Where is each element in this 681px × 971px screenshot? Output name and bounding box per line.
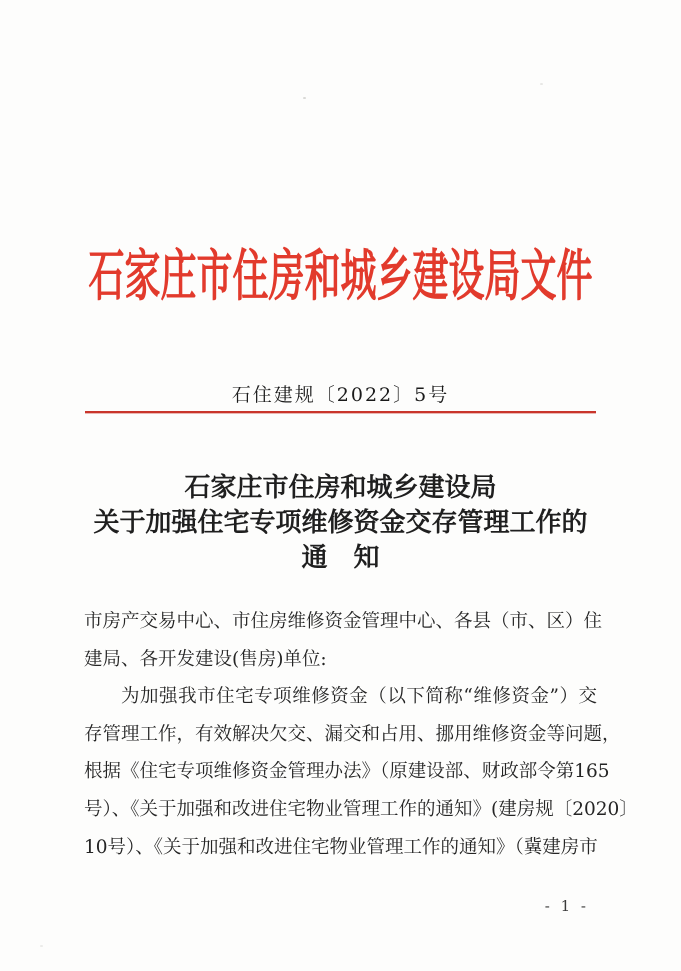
paragraph-line: 号）、《关于加强和改进住宅物业管理工作的通知》(建房规〔2020〕 <box>84 798 638 820</box>
notice-title-line-3: 通 知 <box>301 543 380 573</box>
recipient-line: 市房产交易中心、市住房维修资金管理中心、各县（市、区）住 <box>84 611 603 632</box>
paragraph-line: 存管理工作，有效解决欠交、漏交和占用、挪用维修资金等问题， <box>84 723 621 745</box>
red-separator-rule <box>85 411 596 413</box>
scan-speck <box>40 945 43 947</box>
recipient-line: 建局、各开发建设(售房)单位: <box>84 648 327 670</box>
scan-speck <box>303 97 306 99</box>
notice-body <box>84 603 638 866</box>
letterhead-masthead: 石家庄市住房和城乡建设局文件 <box>88 243 593 309</box>
page-number: - 1 - <box>544 897 589 915</box>
notice-title-line-2: 关于加强住宅专项维修资金交存管理工作的 <box>93 508 588 538</box>
notice-title <box>0 471 681 576</box>
document-number: 石住建规〔2022〕5号 <box>231 384 450 406</box>
paragraph-line: 10号）、《关于加强和改进住宅物业管理工作的通知》（冀建房市 <box>84 836 598 858</box>
scan-speck <box>540 83 543 85</box>
paragraph-line: 根据《住宅专项维修资金管理办法》（原建设部、财政部令第165 <box>84 761 610 783</box>
notice-title-line-1: 石家庄市住房和城乡建设局 <box>184 473 497 503</box>
paragraph-line: 为加强我市住宅专项维修资金（以下简称“维修资金”）交 <box>121 686 597 708</box>
